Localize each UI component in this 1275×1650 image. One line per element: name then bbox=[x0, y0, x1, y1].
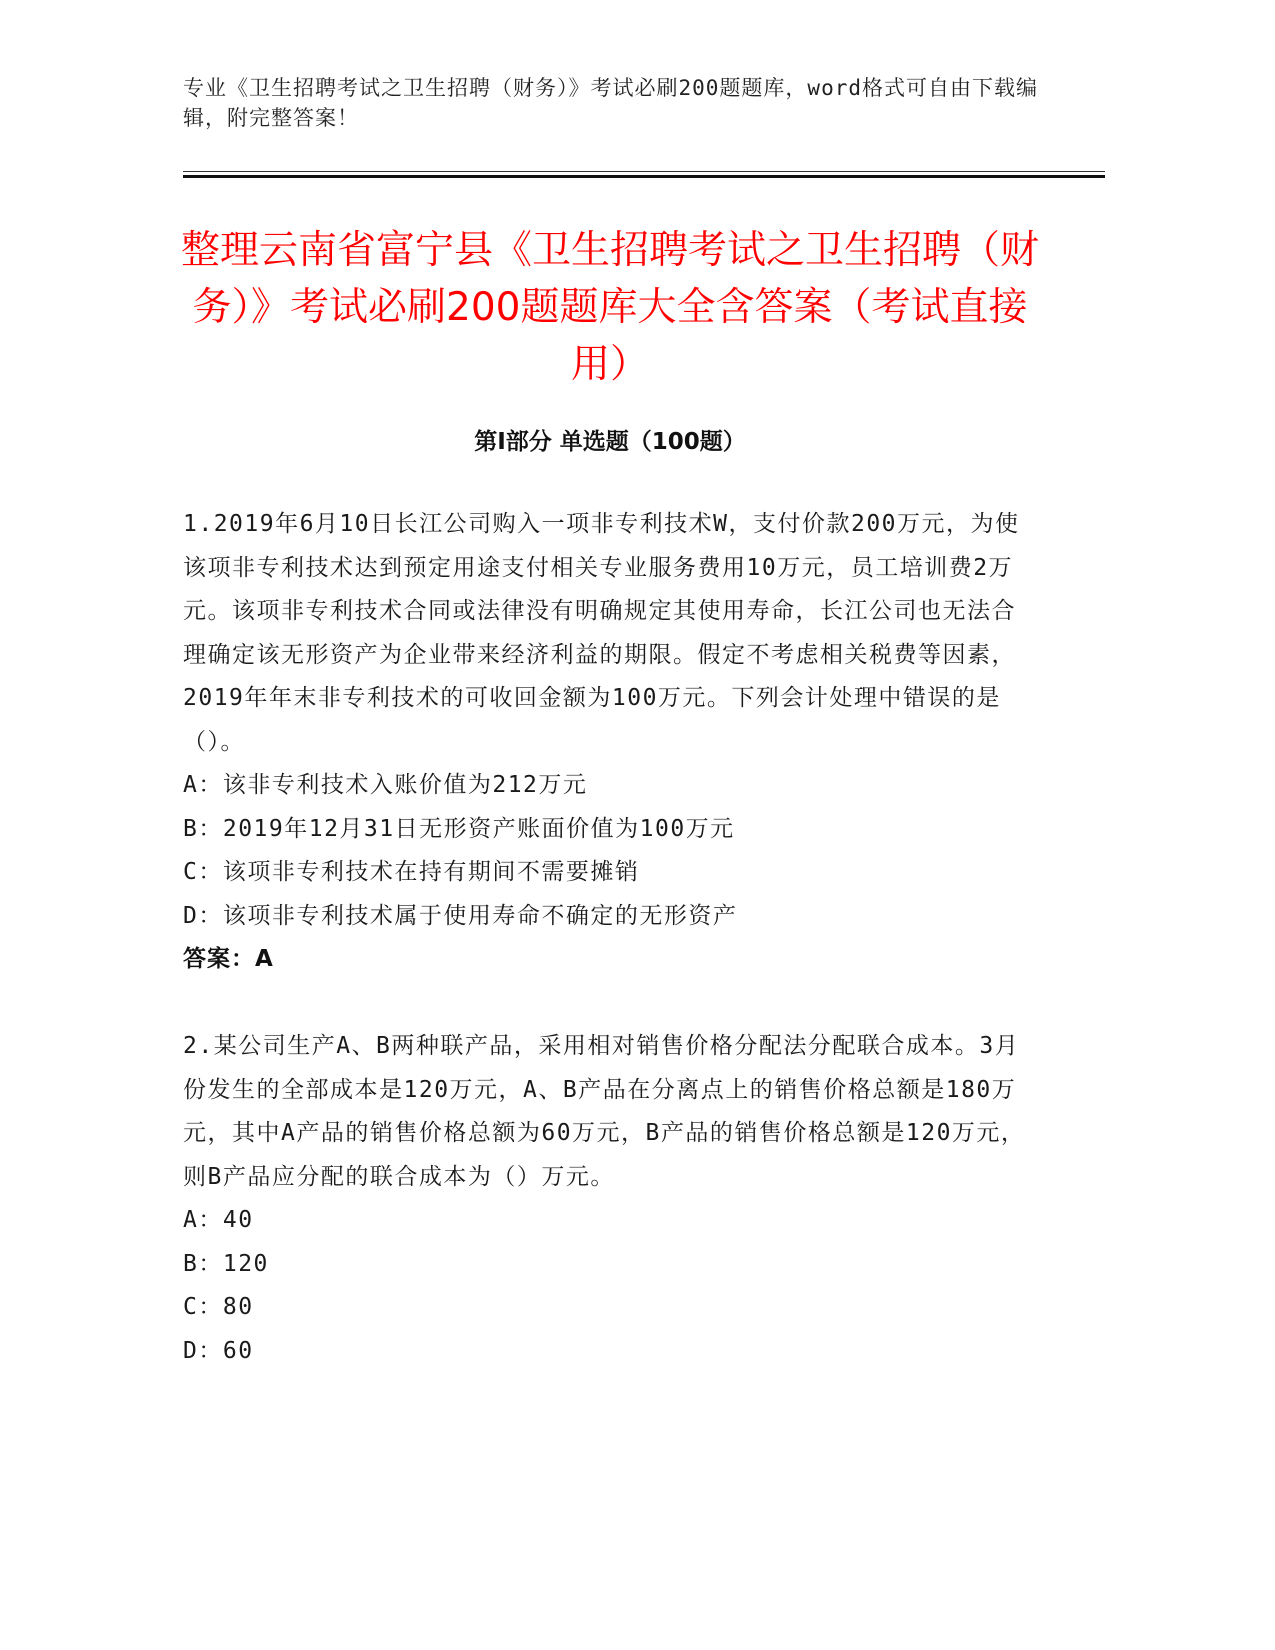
option-b: B：120 bbox=[183, 1250, 269, 1277]
option-a: A：该非专利技术入账价值为212万元 bbox=[183, 772, 588, 798]
option-b: B：2019年12月31日无形资产账面价值为100万元 bbox=[183, 815, 735, 842]
option-d: D：该项非专利技术属于使用寿命不确定的无形资产 bbox=[183, 902, 738, 929]
question-stem: 1.2019年6月10日长江公司购入一项非专利技术W，支付价款200万元，为使该项非专利技术达到预定用途支付相关专业服务费用10万元，员工培训费2万元。该项非专利技术合同或法律没有明确规定其使用寿命，长江公司也无法合理确定该无形资产为企业带来经济利益的期限。假定不考虑相关税费等因素，2019年年末非专利技术的可收回金额为100万元。下列会计处理中错误的是（）。 bbox=[183, 511, 1020, 755]
option-c: C：该项非专利技术在持有期间不需要摊销 bbox=[183, 859, 640, 885]
answer-label: 答案：A bbox=[183, 946, 274, 972]
question-2 bbox=[183, 1025, 1033, 1373]
header-divider-thick bbox=[183, 175, 1105, 178]
document-title: 整理云南省富宁县《卫生招聘考试之卫生招聘（财务）》考试必刷200题题库大全含答案（考试直接用） bbox=[180, 228, 1039, 387]
option-a: A：40 bbox=[183, 1207, 254, 1233]
header-note: 专业《卫生招聘考试之卫生招聘（财务）》考试必刷200题题库，word格式可自由下载编辑，附完整答案！ bbox=[183, 76, 1038, 130]
option-d: D：60 bbox=[183, 1337, 254, 1364]
option-c: C：80 bbox=[183, 1294, 254, 1320]
section-heading: 第Ⅰ部分 单选题（100题） bbox=[474, 429, 746, 455]
question-stem: 2.某公司生产A、B两种联产品，采用相对销售价格分配法分配联合成本。3月份发生的全部成本是120万元，A、B产品在分离点上的销售价格总额是180万元，其中A产品的销售价格总额为60万元，B产品的销售价格总额是120万元，则B产品应分配的联合成本为（）万元。 bbox=[183, 1033, 1026, 1190]
header-divider-thin bbox=[183, 171, 1105, 172]
question-1 bbox=[183, 503, 1033, 982]
